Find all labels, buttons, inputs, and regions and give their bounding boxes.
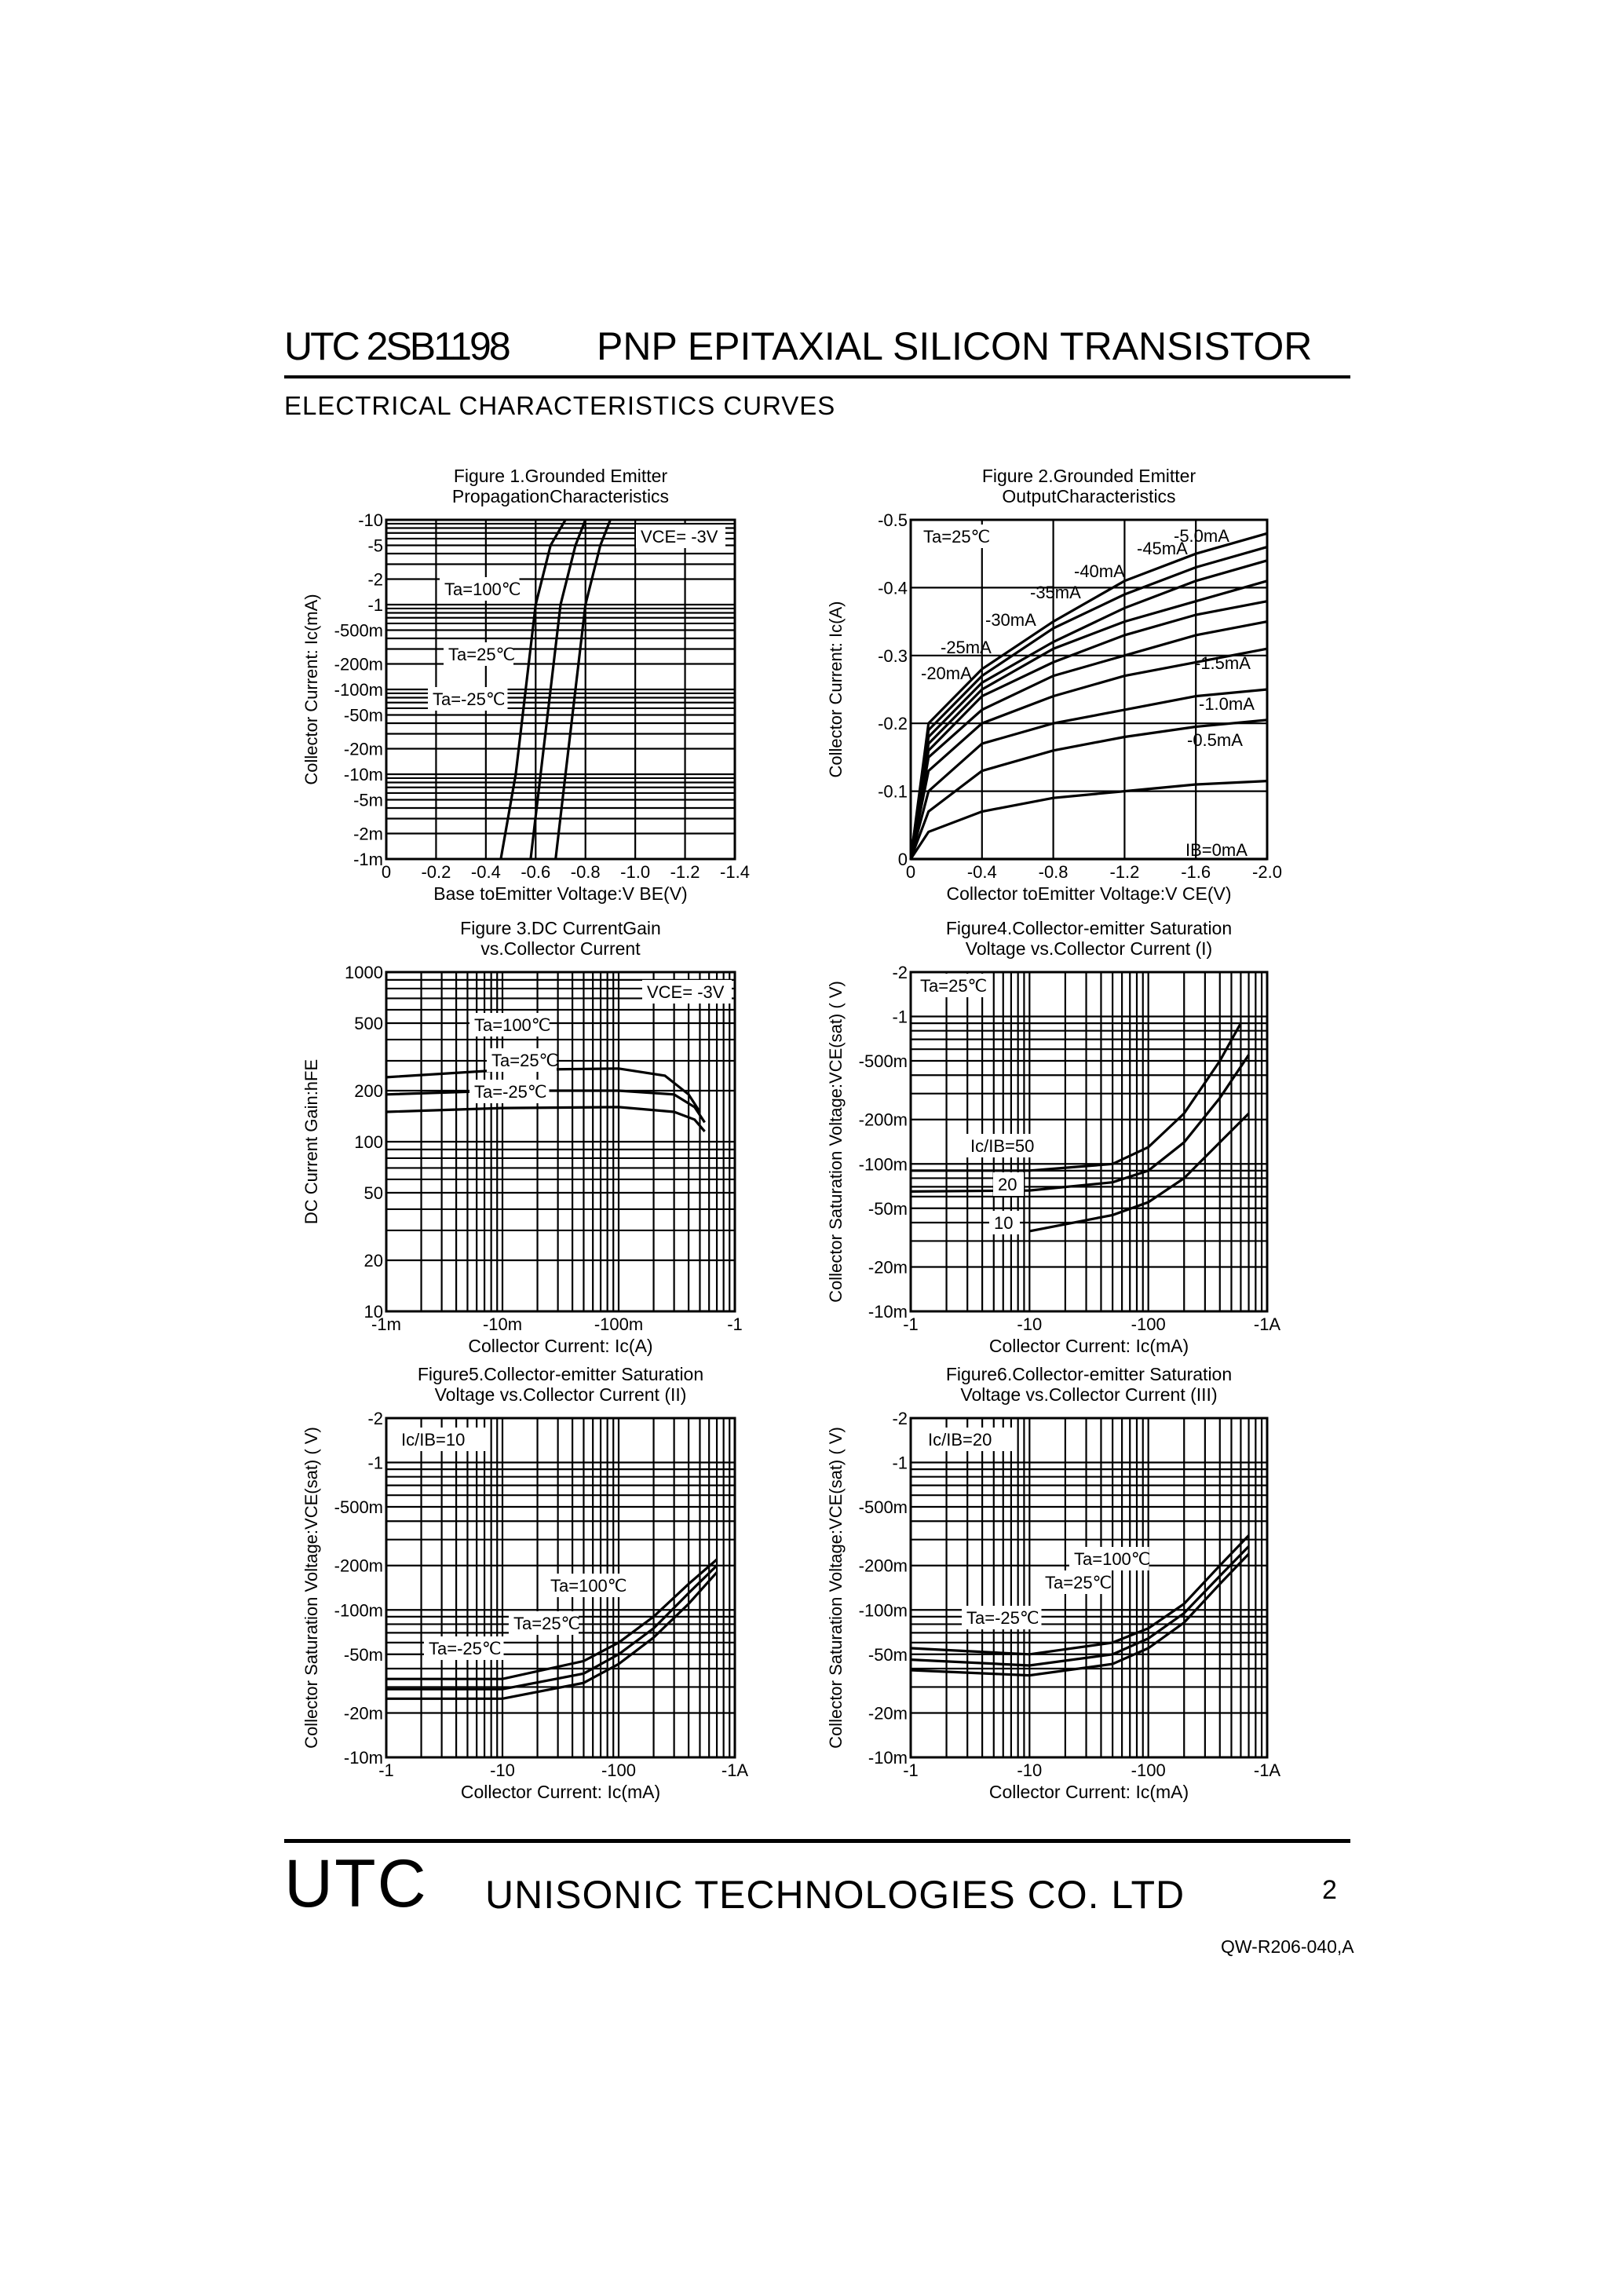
chart-fig2 — [826, 466, 1282, 904]
x-tick-label: 0 — [381, 862, 392, 882]
y-tick-label: -20m — [868, 1703, 908, 1724]
y-tick-label: -100m — [334, 1600, 383, 1621]
annotation-label: Ta=100℃ — [1074, 1549, 1151, 1569]
x-axis-label: Collector Current: Ic(mA) — [988, 1782, 1189, 1802]
y-tick-label: -20m — [343, 739, 383, 759]
y-tick-label: -5m — [353, 790, 383, 810]
annotation-label: Ta=25℃ — [448, 645, 516, 664]
y-tick-label: -50m — [868, 1198, 908, 1219]
y-tick-label: -20m — [343, 1703, 383, 1724]
x-tick-label: -10 — [490, 1760, 515, 1780]
x-tick-label: -10 — [1017, 1314, 1043, 1334]
x-tick-label: -1 — [378, 1760, 394, 1780]
annotation-label: Ic/IB=50 — [970, 1136, 1035, 1156]
curve-label: -35mA — [1030, 583, 1081, 602]
annotation-label: 20 — [998, 1175, 1017, 1194]
x-tick-label: -1 — [903, 1760, 919, 1780]
annotation-label: Ta=100℃ — [474, 1015, 551, 1035]
x-axis-label: Base toEmitter Voltage:V BE(V) — [433, 883, 688, 904]
curve-label: -1.5mA — [1195, 653, 1251, 673]
y-tick-label: -100m — [334, 680, 383, 700]
chart-title: PropagationCharacteristics — [451, 486, 670, 506]
y-tick-label: -1 — [367, 595, 383, 615]
y-tick-label: -100m — [858, 1154, 908, 1175]
x-tick-label: -1.6 — [1181, 862, 1211, 882]
curve-label: -40mA — [1074, 561, 1125, 581]
chart-title: vs.Collector Current — [480, 938, 641, 959]
curve-label: -0.5mA — [1187, 730, 1243, 750]
x-tick-label: -100 — [1131, 1760, 1166, 1780]
x-tick-label: -1.4 — [720, 862, 750, 882]
series-line — [386, 1107, 705, 1132]
y-axis-label: Collector Current: Ic(mA) — [301, 594, 321, 785]
x-tick-label: -1 — [727, 1314, 743, 1334]
annotation-label: Ta=25℃ — [920, 976, 988, 996]
section-title: ELECTRICAL CHARACTERISTICS CURVES — [284, 391, 836, 420]
y-tick-label: -0.3 — [878, 645, 908, 666]
chart-title: Figure 1.Grounded Emitter — [453, 466, 668, 486]
x-tick-label: -1A — [1253, 1760, 1281, 1780]
y-tick-label: -0.4 — [878, 578, 908, 598]
y-tick-label: -10m — [343, 765, 383, 784]
chart-title: Voltage vs.Collector Current (III) — [960, 1384, 1218, 1405]
y-axis-label: Collector Saturation Voltage:VCE(sat) ( V) — [826, 1427, 846, 1749]
grid — [911, 972, 1267, 1311]
annotation-label: 10 — [994, 1213, 1014, 1233]
chart-title: Figure 3.DC CurrentGain — [460, 918, 661, 938]
grid — [386, 972, 735, 1311]
page-number: 2 — [1322, 1875, 1337, 1905]
footer-rule — [284, 1839, 1350, 1843]
y-tick-label: -500m — [858, 1497, 908, 1518]
x-tick-label: -10 — [1017, 1760, 1043, 1780]
y-tick-label: -1 — [892, 1453, 908, 1473]
y-tick-label: -2 — [367, 1409, 383, 1428]
x-tick-label: -2.0 — [1252, 862, 1282, 882]
y-tick-label: -500m — [334, 1497, 383, 1518]
chart-fig4 — [826, 918, 1280, 1356]
y-tick-label: 100 — [354, 1132, 383, 1152]
y-tick-label: 500 — [354, 1014, 383, 1034]
curve-label: -1.0mA — [1199, 694, 1255, 714]
y-tick-label: -200m — [334, 654, 383, 675]
chart-title: Figure6.Collector-emitter Saturation — [945, 1364, 1233, 1384]
x-tick-label: -0.8 — [570, 862, 601, 882]
y-tick-label: -2m — [353, 824, 383, 844]
y-axis-label: Collector Saturation Voltage:VCE(sat) ( V) — [826, 981, 846, 1303]
annotation-label: Ta=-25℃ — [433, 689, 506, 709]
annotation-label: VCE= -3V — [647, 982, 725, 1002]
curve-label: -45mA — [1137, 539, 1188, 558]
x-axis-label: Collector Current: Ic(A) — [468, 1336, 653, 1356]
y-tick-label: -100m — [858, 1600, 908, 1621]
y-tick-label: -2 — [892, 1409, 908, 1428]
device-type: PNP EPITAXIAL SILICON TRANSISTOR — [597, 324, 1313, 368]
y-tick-label: 20 — [363, 1250, 383, 1270]
chart-fig6 — [826, 1364, 1280, 1802]
y-tick-label: -0.2 — [878, 714, 908, 734]
y-tick-label: -500m — [858, 1051, 908, 1072]
x-tick-label: 0 — [905, 862, 916, 882]
y-tick-label: 1000 — [345, 963, 383, 982]
annotation-label: Ta=100℃ — [550, 1576, 627, 1596]
annotation-label: Ta=-25℃ — [474, 1082, 547, 1102]
y-tick-label: -10m — [868, 1302, 908, 1322]
y-tick-label: -10 — [358, 510, 383, 530]
y-tick-label: -20m — [868, 1257, 908, 1278]
x-tick-label: -100 — [1131, 1314, 1166, 1334]
annotation-label: Ta=25℃ — [923, 527, 991, 547]
curve-label: -20mA — [921, 664, 972, 683]
chart-title: Figure4.Collector-emitter Saturation — [945, 918, 1233, 938]
y-tick-label: 50 — [363, 1183, 383, 1204]
y-tick-label: -2 — [367, 569, 383, 590]
y-tick-label: -200m — [858, 1556, 908, 1576]
y-tick-label: -1m — [353, 850, 383, 869]
curve-label: IB=0mA — [1185, 840, 1248, 860]
x-tick-label: -1 — [903, 1314, 919, 1334]
chart-fig3 — [301, 918, 743, 1356]
y-axis-label: DC Current Gain:hFE — [301, 1058, 321, 1225]
y-tick-label: -0.5 — [878, 510, 908, 530]
annotation-label: Ic/IB=20 — [928, 1430, 992, 1450]
series-line — [911, 1023, 1240, 1171]
chart-title: Figure 2.Grounded Emitter — [981, 466, 1196, 486]
annotation-label: Ta=25℃ — [491, 1051, 559, 1070]
chart-title: Voltage vs.Collector Current (I) — [965, 938, 1213, 959]
x-tick-label: -0.2 — [421, 862, 451, 882]
series-line — [1029, 1113, 1248, 1231]
y-tick-label: -50m — [343, 1644, 383, 1665]
y-tick-label: -500m — [334, 620, 383, 641]
company-name: UNISONIC TECHNOLOGIES CO. LTD — [485, 1873, 1185, 1917]
y-tick-label: -1 — [367, 1453, 383, 1473]
part-number: UTC 2SB1198 — [284, 324, 509, 368]
y-tick-label: -200m — [334, 1556, 383, 1576]
x-tick-label: -1m — [371, 1314, 401, 1334]
x-tick-label: -0.4 — [470, 862, 501, 882]
document-code: QW-R206-040,A — [1221, 1936, 1354, 1957]
y-tick-label: -0.1 — [878, 781, 908, 802]
x-tick-label: -0.4 — [966, 862, 997, 882]
y-axis-label: Collector Current: Ic(A) — [826, 601, 846, 778]
curve-label: -30mA — [985, 610, 1036, 630]
y-tick-label: -1 — [892, 1007, 908, 1027]
annotation-label: Ta=-25℃ — [429, 1639, 502, 1658]
chart-title: Figure5.Collector-emitter Saturation — [417, 1364, 704, 1384]
x-tick-label: -0.6 — [521, 862, 551, 882]
annotation-label: Ta=25℃ — [1045, 1573, 1112, 1592]
y-tick-label: -10m — [868, 1748, 908, 1768]
curve-label: -5.0mA — [1174, 526, 1229, 546]
x-tick-label: -1A — [1253, 1314, 1281, 1334]
annotation-label: Ta=-25℃ — [966, 1608, 1039, 1628]
annotation-label: Ic/IB=10 — [401, 1430, 466, 1450]
y-axis-label: Collector Saturation Voltage:VCE(sat) ( V) — [301, 1427, 321, 1749]
x-tick-label: -1A — [721, 1760, 749, 1780]
x-axis-label: Collector Current: Ic(mA) — [460, 1782, 661, 1802]
chart-title: Voltage vs.Collector Current (II) — [434, 1384, 687, 1405]
x-tick-label: -1.0 — [620, 862, 651, 882]
y-tick-label: -50m — [868, 1644, 908, 1665]
x-tick-label: -1.2 — [1109, 862, 1140, 882]
x-axis-label: Collector toEmitter Voltage:V CE(V) — [946, 883, 1232, 904]
x-tick-label: -100m — [594, 1314, 644, 1334]
y-tick-label: -2 — [892, 963, 908, 982]
y-tick-label: -50m — [343, 705, 383, 726]
curve-label: -25mA — [941, 638, 992, 657]
x-tick-label: -10m — [482, 1314, 523, 1334]
y-tick-label: 0 — [897, 850, 908, 869]
chart-fig1 — [301, 466, 750, 904]
x-tick-label: -1.2 — [670, 862, 700, 882]
x-tick-label: -0.8 — [1038, 862, 1069, 882]
y-tick-label: -200m — [858, 1110, 908, 1130]
annotation-label: Ta=100℃ — [444, 579, 521, 599]
company-logo: UTC — [284, 1846, 428, 1921]
y-tick-label: -10m — [343, 1748, 383, 1768]
chart-title: OutputCharacteristics — [1002, 486, 1176, 506]
y-tick-label: -5 — [367, 536, 383, 556]
y-tick-label: 10 — [363, 1302, 383, 1322]
annotation-label: VCE= -3V — [641, 527, 718, 547]
x-tick-label: -100 — [601, 1760, 637, 1780]
chart-fig5 — [301, 1364, 748, 1802]
annotation-label: Ta=25℃ — [513, 1614, 581, 1633]
x-axis-label: Collector Current: Ic(mA) — [988, 1336, 1189, 1356]
y-tick-label: 200 — [354, 1080, 383, 1101]
